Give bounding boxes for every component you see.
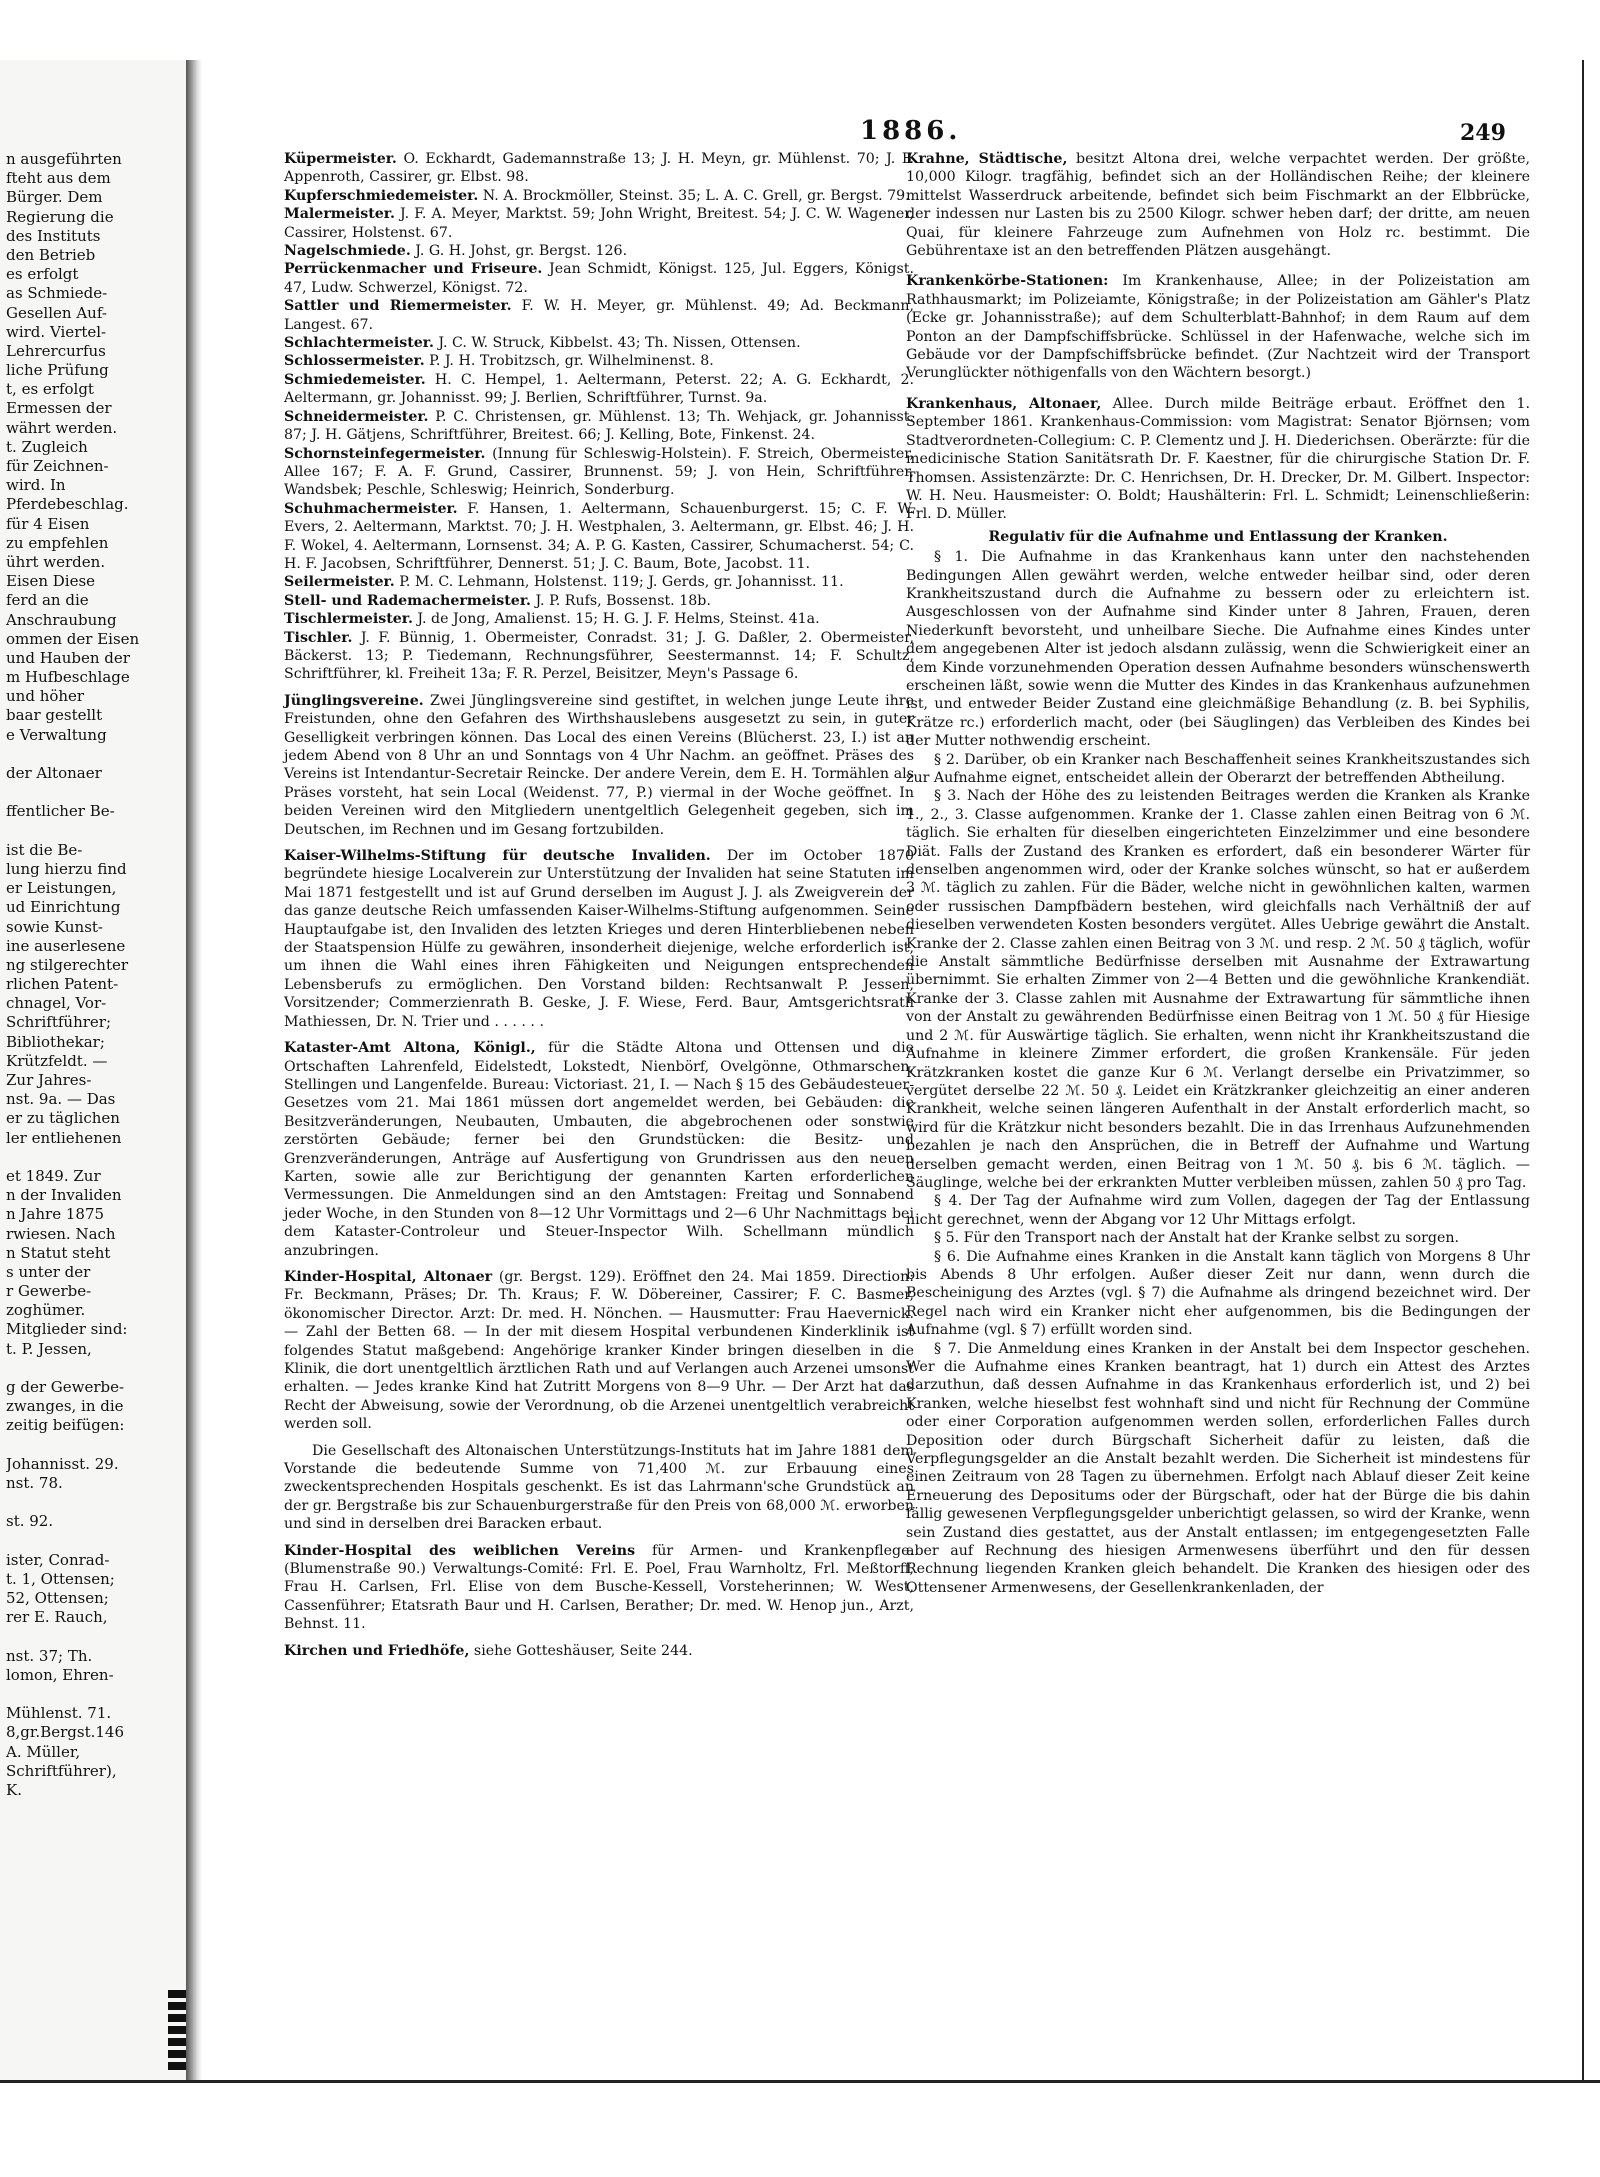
directory-entry — [284, 1268, 914, 1434]
left-fragment-line: t, es erfolgt — [6, 380, 94, 399]
right-page-edge — [1582, 60, 1584, 2080]
directory-entry — [284, 260, 914, 297]
entry-heading: Perrückenmacher und Friseure. — [284, 261, 543, 278]
left-fragment-line — [6, 1436, 186, 1455]
left-fragment-line: und Hauben der — [6, 648, 130, 667]
left-fragment-line: Lehrercurfus — [6, 341, 106, 360]
left-fragment-line: t. Zugleich — [6, 437, 88, 456]
directory-entry — [284, 334, 914, 352]
left-fragment-line: liche Prüfung — [6, 361, 109, 380]
left-fragment-line: Anschraubung — [6, 610, 117, 629]
gutter-shadow — [186, 60, 202, 2080]
directory-entry — [284, 297, 914, 334]
left-fragment-line: s unter der — [6, 1262, 91, 1281]
left-fragment-line: des Instituts — [6, 226, 101, 245]
left-fragment-line: g der Gewerbe- — [6, 1378, 125, 1396]
entry-heading: Schlachtermeister. — [284, 335, 434, 352]
entry-body: J. C. W. Struck, Kibbelst. 43; Th. Nissen, Ottensen. — [438, 335, 801, 352]
regulativ-paragraph: § 4. Der Tag der Aufnahme wird zum Vollen, dagegen der Tag der Entlassung nicht gerechnet, wenn der Abgang vor 12 Uhr Mittags erfolgt. — [906, 1193, 1530, 1228]
entry-body: J. P. Rufs, Bossenst. 18b. — [535, 592, 711, 609]
entry-body: J. F. A. Meyer, Marktst. 59; John Wright, Breitest. 54; J. C. W. Wagener, Cassirer, Holstenst. 67. — [284, 206, 915, 241]
entry-body: (Innung für Schleswig-Holstein). F. Streich, Obermeister, Allee 167; F. A. F. Grund, Cassirer, Brunnenst. 59; J. von Hein, Schriftführer, Wandsbek; Peschle, Schleswig; Heinrich, Sonderburg. — [284, 445, 914, 499]
entry-heading: Kaiser-Wilhelms-Stiftung für deutsche Invaliden. — [284, 848, 711, 865]
entry-body: (gr. Bergst. 129). Eröffnet den 24. Mai 1859. Direction: Fr. Beckmann, Präses; Dr. Th. Kraus; F. W. Döbereiner, Cassirer; F. C. Basmer, ökonomischer Director. Arzt: Dr. med. H. Nönchen. — Hausmutter: Frau Haevernick. — Zahl der Betten 68. — In der mit diesem Hospital verbundenen Kinderklinik ist folgendes Statut maßgebend: Angehörige kranker Kinder bringen dieselben in die Klinik, die dort unentgeltlich ärztlichen Rath und auf Verlangen auch Arzenei umsonst erhalten. — Jedes kranke Kind hat Zutritt Morgens von 8—9 Uhr. — Der Arzt hat das Recht der Abweisung, sowie der Verordnung, ob die Arzenei unentgeltlich verabreicht werden soll. — [284, 1268, 914, 1433]
left-fragment-line: n Statut steht — [6, 1243, 111, 1262]
left-fragment-line: er Leistungen, — [6, 879, 117, 898]
left-fragment-line: ferd an die — [6, 591, 89, 610]
entry-body: Zwei Jünglingsvereine sind gestiftet, in welchen junge Leute ihre Freistunden, ohne den Gefahren des Wirthshauslebens ausgesetzt zu sein, in guter Geselligkeit verbringen können. Das Local des einen Vereins (Blücherst. 23, I.) ist an jedem Abend von 8 Uhr an und Sonntags von 4 Uhr Nachm. an geöffnet. Präses des Vereins ist Intendantur-Secretair Reincke. Der andere Verein, dem E. H. Tormählen als Präses vorsteht, hat sein Local (Weidenst. 77, P.) viermal in der Woche geöffnet. In beiden Vereinen wird den Mitgliedern unentgeltlich Gelegenheit gegeben, sich im Deutschen, im Rechnen und im Gesang fortzubilden. — [284, 692, 914, 838]
left-fragment-line: Gesellen Auf- — [6, 303, 107, 322]
left-fragment-line — [6, 1532, 186, 1551]
left-fragment-line: wird. In — [6, 476, 66, 495]
page-year: 1886. — [860, 116, 962, 146]
left-fragment-line: n der Invaliden — [6, 1186, 122, 1205]
left-fragment-line: baar gestellt — [6, 706, 103, 725]
directory-entry — [284, 371, 914, 408]
entry-body: F. Hansen, 1. Aeltermann, Schauenburgerst. 15; C. F. W. Evers, 2. Aeltermann, Marktst. 70; J. H. Westphalen, 3. Aeltermann, gr. Elbst. 46; J. H. F. Wokel, 4. Aeltermann, Lornsenst. 34; A. P. G. Kasten, Cassirer, Schumacherst. 54; C. H. F. Jacobsen, Schriftführer, Dennerst. 51; J. C. Baum, Bote, Jacobst. 11. — [284, 500, 914, 572]
left-fragment-line: ister, Conrad- — [6, 1550, 110, 1569]
entry-krankenkoerbe — [906, 272, 1530, 382]
directory-entry — [284, 573, 914, 591]
entry-krahne — [906, 150, 1530, 260]
entry-body: Der im October 1870 begründete hiesige Localverein zur Unterstützung der Invaliden hat seine Statuten im Mai 1871 festgestellt und ist auf Grund derselben im August J. J. als Zweigverein der das ganze deutsche Reich umfassenden Kaiser-Wilhelms-Stiftung aufgenommen. Seine Hauptaufgabe ist, den Invaliden des letzten Krieges und deren Hinterbliebenen neben der Staatspension Hülfe zu gewähren, insonderheit diejenige, welche erforderlich ist, um ihnen die Wahl eines ihren Fähigkeiten und Neigungen entsprechenden Lebensberufs zu ermöglichen. Den Vorstand bilden: Rechtsanwalt P. Jessen, Vorsitzender; Commerzienrath B. Geske, J. F. Wiese, Ferd. Baur, Amtsgerichtsrath Mathiessen, Dr. N. Trier und . . . . . . — [284, 848, 915, 1030]
left-fragment-line: ührt werden. — [6, 552, 106, 571]
left-fragment-line: er zu täglichen — [6, 1109, 120, 1128]
left-fragment-line: K. — [6, 1780, 22, 1799]
left-fragment-line: Schriftführer; — [6, 1013, 112, 1032]
left-fragment-line: ommen der Eisen — [6, 629, 140, 648]
regulativ-paragraphs — [906, 548, 1530, 1597]
entry-heading: Schneidermeister. — [284, 408, 429, 425]
left-fragment-line: ler entliehenen — [6, 1128, 122, 1147]
left-fragment-line: as Schmiede- — [6, 284, 108, 303]
entry-heading: Seilermeister. — [284, 574, 395, 591]
entry-body: H. C. Hempel, 1. Aeltermann, Peterst. 22; A. G. Eckhardt, 2. Aeltermann, gr. Johannisst. 99; J. Berlien, Schriftführer, Turnst. 9a. — [284, 371, 914, 407]
entry-heading: Krahne, Städtische, — [906, 151, 1068, 167]
entry-heading: Kirchen und Friedhöfe, — [284, 1642, 470, 1659]
left-page-text-fragments — [6, 150, 186, 1800]
left-fragment-line: Mühlenst. 71. — [6, 1704, 112, 1723]
left-fragment-line: fteht aus dem — [6, 169, 111, 188]
left-fragment-line: Ermessen der — [6, 399, 112, 418]
left-fragment-line — [6, 1627, 186, 1646]
left-fragment-line: sowie Kunst- — [6, 917, 104, 936]
entry-heading: Kataster-Amt Altona, Königl., — [284, 1040, 536, 1057]
left-fragment-line: und höher — [6, 687, 85, 706]
directory-entry — [284, 847, 914, 1031]
entry-body: besitzt Altona drei, welche verpachtet werden. Der größte, 10,000 Kilogr. tragfähig, befindet sich an der Holländischen Reihe; der kleinere mittelst Wasserdruck arbeitende, befindet sich beim Fischmarkt an der Elbbrücke, der indessen nur Lasten bis zu 2500 Kilogr. schwer heben darf; der dritte, am neuen Quai, für kleinere Fahrzeuge zum Aufnehmen von Holz rc. bestimmt. Die Gebührentaxe ist an den betreffenden Plätzen ausgehängt. — [906, 151, 1530, 260]
entry-body: J. F. Bünnig, 1. Obermeister, Conradst. 31; J. G. Daßler, 2. Obermeister, Bäckerst. 13; P. Tiedemann, Rechnungsführer, Seestermannst. 14; F. Schultz, Schriftführer, kl. Freiheit 13a; F. R. Perzel, Beisitzer, Meyn's Passage 6. — [284, 629, 915, 683]
left-fragment-line: A. Müller, — [6, 1742, 81, 1761]
entry-heading: Tischlermeister. — [284, 611, 413, 628]
regulativ-paragraph: § 2. Darüber, ob ein Kranker nach Beschaffenheit seines Krankheitszustandes sich zur Aufnahme eignet, entscheidet allein der Oberarzt der betreffenden Abtheilung. — [906, 751, 1530, 786]
regulativ-paragraph: § 3. Nach der Höhe des zu leistenden Beitrages werden die Kranken als Kranke 1., 2., 3. Classe aufgenommen. Kranke der 1. Classe zahlen einen Beitrag von 6 ℳ. täglich. Sie erhalten für dieselben eingerichteten Einzelzimmer und eine besondere Diät. Falls der Zustand des Kranken es erfordert, daß ein besonderer Wärter für denselben angenommen wird, oder der Kranke solches wünscht, so hat er außerdem 3 ℳ. täglich zu zahlen. Für die Bäder, welche nicht in gewöhnlichen kalten, warmen oder russischen Dampfbädern bestehen, wird gleichfalls nach Verhältniß der auf dieselben verwendeten Kosten besonders vergütet. Alles Uebrige gewährt die Anstalt. Kranke der 2. Classe zahlen einen Beitrag von 3 ℳ. und resp. 2 ℳ. 50 ₰ täglich, wofür die Anstalt sämmtliche Bedürfnisse derselben mit Ausnahme der Extrawartung übernimmt. Sie erhalten Zimmer von 2—4 Betten und die gewöhnliche Krankendiät. Kranke der 3. Classe zahlen mit Ausnahme der Extrawartung für sämmtliche ihnen von der Anstalt zu gewährenden Bedürfnisse einen Beitrag von 1 ℳ. 50 ₰ für Hiesige und 2 ℳ. für Auswärtige täglich. Sie erhalten, wenn nicht ihr Krankheitszustand die Aufnahme in kleinere Zimmer erfordert, die großen Krankensäle. Für jeden Krätzkranken kostet die ganze Kur 6 ℳ. Verlangt derselbe ein Privatzimmer, so vergütet derselbe 22 ℳ. 50 ₰. Leidet ein Krätzkranker gleichzeitig an einer anderen Krankheit, welche seinen längeren Aufenthalt in der Anstalt erforderlich macht, so wird für die Krätzkur nicht besonders bezahlt. Die in das Irrenhaus Aufzunehmenden bezahlen je nach den Ansprüchen, die in Betreff der Aufnahme und Wartung derselben gemacht werden, einen Beitrag von 1 ℳ. 50 ₰. bis 6 ℳ. täglich. — Säuglinge, welche bei der erkrankten Mutter verbleiben müssen, zahlen 50 ₰ pro Tag. — [906, 788, 1530, 1191]
entry-heading: Schuhmachermeister. — [284, 500, 458, 517]
left-fragment-line: r Gewerbe- — [6, 1282, 92, 1301]
entry-krankenhaus — [906, 395, 1530, 524]
directory-entry — [284, 500, 914, 574]
entry-body: P. J. H. Trobitzsch, gr. Wilhelminenst. 8. — [429, 353, 714, 370]
directory-entry — [284, 610, 914, 628]
entry-heading: Kinder-Hospital, Altonaer — [284, 1268, 493, 1285]
left-fragment-line: Schriftführer), — [6, 1761, 117, 1780]
directory-entry — [284, 1642, 914, 1660]
entry-heading: Malermeister. — [284, 206, 395, 223]
left-fragment-line: der Altonaer — [6, 764, 102, 782]
left-fragment-line — [6, 745, 186, 764]
left-fragment-line: 52, Ottensen; — [6, 1589, 109, 1608]
left-fragment-line: den Betrieb — [6, 245, 96, 264]
regulativ-paragraph: § 6. Die Aufnahme eines Kranken in die Anstalt kann täglich von Morgens 8 Uhr bis Abends 8 Uhr erfolgen. Außer dieser Zeit nur dann, wenn durch die Bescheinigung des Arztes (vgl. § 7) die Aufnahme als dringend bezeichnet wird. Der Regel nach wird ein Kranker nicht eher aufgenommen, bis die Bedingungen der Aufnahme (vgl. § 7) erfüllt worden sind. — [906, 1248, 1530, 1339]
directory-entry — [284, 150, 914, 187]
entry-heading: Schlossermeister. — [284, 353, 425, 370]
entry-body: P. C. Christensen, gr. Mühlenst. 13; Th. Wehjack, gr. Johannisst. 87; J. H. Gätjens, Schriftführer, Breitest. 66; J. Kelling, Bote, Finkenst. 24. — [284, 408, 914, 444]
directory-entry — [284, 352, 914, 370]
left-fragment-line — [6, 1148, 186, 1167]
entry-heading: Krankenhaus, Altonaer, — [906, 395, 1102, 412]
directory-entry — [284, 1442, 914, 1534]
entry-heading: Krankenkörbe-Stationen: — [906, 273, 1109, 290]
entry-body: Jean Schmidt, Königst. 125, Jul. Eggers, Königst. 47, Ludw. Schwerzel, Königst. 72. — [284, 261, 915, 296]
entry-body: für die Städte Altona und Ottensen und die Ortschaften Lahrenfeld, Eidelstedt, Lokstedt, Nienbörf, Ovelgönne, Othmarschen, Stellingen und Langenfelde. Bureau: Victoriast. 21, I. — Nach § 15 des Gebäudesteuer-Gesetzes vom 21. Mai 1861 müssen dort angemeldet werden, bei Gebäuden: die Besitzveränderungen, Neubauten, Umbauten, die abgebrochenen oder sonstwie zerstörten Gebäude; ferner bei den Grundstücken: die Besitz- und Grenzveränderungen, Anträge auf Ausfertigung von Grundrissen aus den neuen Karten, sowie alle zur Berichtigung der genannten Karten erforderlichen Vermessungen. Die Anmeldungen sind an den Amtstagen: Freitag und Sonnabend jeder Woche, in den Stunden von 8—12 Uhr Vormittags und 2—6 Uhr Nachmittags bei dem Kataster-Controleur und Steuer-Inspector Wilh. Schellmann mündlich anzubringen. — [284, 1040, 915, 1259]
entry-heading: Stell- und Rademachermeister. — [284, 592, 531, 609]
left-fragment-line: für 4 Eisen — [6, 514, 90, 533]
page-number: 249 — [1460, 120, 1506, 146]
entry-body: J. G. H. Johst, gr. Bergst. 126. — [415, 243, 628, 260]
directory-entry — [284, 242, 914, 260]
entry-body: für Armen- und Krankenpflege. (Blumenstraße 90.) Verwaltungs-Comité: Frl. E. Poel, Frau Warnholtz, Frl. Meßtorff, Frau H. Carlsen, Frl. Elise von dem Busche-Kessell, Vorsteherinnen; W. West, Cassenführer; Etatsrath Baur und H. Carlsen, Berather; Dr. med. W. Henop jun., Arzt, Behnst. 11. — [284, 1542, 914, 1633]
left-fragment-line: zoghümer. — [6, 1301, 86, 1320]
left-column — [284, 150, 914, 1668]
left-fragment-line: Krützfeldt. — — [6, 1051, 108, 1070]
entry-body: Die Gesellschaft des Altonaischen Unterstützungs-Instituts hat im Jahre 1881 dem Vorstande die bedeutende Summe von 71,400 ℳ. zur Erbauung eines zweckentsprechenden Hospitals geschenkt. Es ist das Lahrmann'sche Grundstück an der gr. Bergstraße bis zur Schauenburgerstraße für den Preis von 68,000 ℳ. erworben und sind in derselben drei Baracken erbaut. — [284, 1442, 914, 1533]
entry-heading: Schmiedemeister. — [284, 371, 426, 388]
left-fragment-line: t. P. Jessen, — [6, 1339, 92, 1358]
left-fragment-line: et 1849. Zur — [6, 1166, 101, 1185]
entry-heading: Schornsteinfegermeister. — [284, 445, 486, 462]
left-fragment-line — [6, 1359, 186, 1378]
left-fragment-line: nst. 37; Th. — [6, 1646, 93, 1665]
entry-body: J. de Jong, Amalienst. 15; H. G. J. F. Helms, Steinst. 41a. — [417, 611, 820, 628]
left-fragment-line: Johannisst. 29. — [6, 1454, 119, 1473]
left-fragment-line: Bibliothekar; — [6, 1032, 105, 1051]
left-fragment-line: lomon, Ehren- — [6, 1665, 114, 1684]
left-fragment-line: ist die Be- — [6, 840, 83, 859]
entry-body: Allee. Durch milde Beiträge erbaut. Eröffnet den 1. September 1861. Krankenhaus-Commission: vom Magistrat: Senator Björnsen; vom Stadtverordneten-Collegium: C. P. Clementz und J. H. Diederichsen. Oberärzte: für die medicinische Station Sanitätsrath Dr. F. Kaestner, für die chirurgische Station Dr. F. Thomsen. Assistenzärzte: Dr. C. Henrichsen, Dr. H. Drecker, Dr. M. Gilbert. Inspector: W. H. Neu. Hausmeister: O. Boldt; Haushälterin: Frl. L. Schmidt; Leinenschließerin: Frl. D. Müller. — [906, 395, 1530, 523]
left-fragment-line: Bürger. Dem — [6, 188, 103, 207]
entry-heading: Jünglingsvereine. — [284, 692, 424, 709]
directory-entry — [284, 187, 914, 205]
regulativ-paragraph: § 5. Für den Transport nach der Anstalt hat der Kranke selbst zu sorgen. — [934, 1230, 1460, 1247]
entry-body: Im Krankenhause, Allee; in der Polizeistation am Rathhausmarkt; im Polizeiamte, Königstraße; in der Polizeistation am Gähler's Platz (Ecke gr. Johannisstraße); auf dem Schulterblatt-Bahnhof; in dem Raum auf dem Ponton an der Dampfschiffsbrücke. Schlüssel in der Hafenwache, welche sich im Gebäude vor der Dampfschiffsbrücke befindet. (Zur Nachtzeit wird der Transport Verunglückter nöthigenfalls von den Wächtern besorgt.) — [906, 273, 1530, 382]
directory-entry — [284, 592, 914, 610]
regulativ-title: Regulativ für die Aufnahme und Entlassung der Kranken. — [988, 528, 1448, 545]
left-fragment-line: nst. 78. — [6, 1473, 63, 1492]
entry-heading: Küpermeister. — [284, 151, 397, 167]
left-fragment-line — [6, 822, 186, 841]
entry-heading: Tischler. — [284, 629, 353, 646]
directory-entry — [284, 445, 914, 500]
left-fragment-line: zwanges, in die — [6, 1397, 124, 1416]
left-fragment-line: für Zeichnen- — [6, 457, 109, 475]
left-fragment-line: ffentlicher Be- — [6, 802, 115, 821]
left-fragment-line — [6, 1685, 186, 1704]
left-fragment-line: Mitglieder sind: — [6, 1320, 128, 1339]
entry-heading: Kinder-Hospital des weiblichen Vereins — [284, 1542, 636, 1559]
left-fragment-line: rer E. Rauch, — [6, 1608, 108, 1627]
left-fragment-line: wird. Viertel- — [6, 322, 107, 341]
entry-body: P. M. C. Lehmann, Holstenst. 119; J. Gerds, gr. Johannisst. 11. — [399, 574, 844, 591]
directory-entry — [284, 1039, 914, 1260]
directory-entry — [284, 629, 914, 684]
left-fragment-line: st. 92. — [6, 1512, 54, 1531]
left-fragment-line: zeitig beifügen: — [6, 1416, 125, 1435]
directory-entry — [284, 408, 914, 445]
left-fragment-line: währt werden. — [6, 418, 118, 437]
left-fragment-line — [6, 783, 186, 802]
left-fragment-line: lung hierzu find — [6, 859, 127, 878]
entry-body: N. A. Brockmöller, Steinst. 35; L. A. C. Grell, gr. Bergst. 79. — [482, 187, 910, 204]
entry-heading: Kupferschmiedemeister. — [284, 187, 479, 204]
regulativ-paragraph: § 7. Die Anmeldung eines Kranken in der Anstalt bei dem Inspector geschehen. Wer die Aufnahme eines Kranken beantragt, hat 1) durch ein Attest des Arztes darzuthun, daß dessen Aufnahme in das Krankenhaus erforderlich ist, und 2) bei Kranken, welche hieselbst fest wohnhaft sind und nicht für Rechnung der Commüne oder einer Corporation aufgenommen werden sollen, erforderlichen Falles durch Deposition oder durch Bürgschaft Sicherheit dafür zu leisten, daß die Verpflegungsgelder an die Anstalt bezahlt werden. Die Sicherheit ist mindestens für einen Zeitraum von 28 Tagen zu übernehmen. Erfolgt nach Ablauf dieser Zeit keine Erneuerung des Depositums oder der Bürgschaft, oder hat der Bürge die bis dahin fällig gewesenen Verpflegungsgelder unberichtigt gelassen, so wird der Kranke, wenn sein Zustand dies gestattet, aus der Anstalt entlassen; im entgegengesetzten Falle aber auf Rechnung des hiesigen Armenwesens überführt und den für dessen Rechnung liegenden Kranken gleich behandelt. Die Kranken des hiesigen oder des Ottensener Armenwesens, der Gesellenkrankenladen, der — [906, 1340, 1530, 1596]
entry-body: O. Eckhardt, Gademannstraße 13; J. H. Meyn, gr. Mühlenst. 70; J. F. Appenroth, Cassirer, gr. Elbst. 98. — [284, 151, 914, 186]
directory-entry — [284, 692, 914, 839]
left-fragment-line: t. 1, Ottensen; — [6, 1569, 115, 1588]
directory-entry — [284, 205, 914, 242]
bottom-page-edge — [0, 2080, 1600, 2083]
entry-heading: Sattler und Riemermeister. — [284, 298, 512, 315]
left-fragment-line: 8,gr.Bergst.146 — [6, 1723, 125, 1742]
left-fragment-line: Zur Jahres- — [6, 1071, 92, 1089]
right-column — [906, 150, 1530, 1597]
left-fragment-line: ine auserlesene — [6, 936, 126, 955]
entry-body: siehe Gotteshäuser, Seite 244. — [473, 1642, 693, 1659]
directory-entry — [284, 1542, 914, 1634]
left-fragment-line: chnagel, Vor- — [6, 994, 107, 1013]
left-fragment-line: ud Einrichtung — [6, 898, 121, 917]
left-fragment-line: rlichen Patent- — [6, 975, 119, 994]
left-fragment-line: ng stilgerechter — [6, 955, 129, 974]
left-fragment-line: e Verwaltung — [6, 725, 107, 744]
left-fragment-line: Eisen Diese — [6, 572, 96, 591]
left-fragment-line: es erfolgt — [6, 265, 79, 284]
left-fragment-line: n Jahre 1875 — [6, 1205, 105, 1224]
entry-heading: Nagelschmiede. — [284, 243, 411, 260]
left-fragment-line: Pferdebeschlag. — [6, 495, 129, 514]
regulativ-paragraph: § 1. Die Aufnahme in das Krankenhaus kann unter den nachstehenden Bedingungen Allen gewährt werden, welche entweder heilbar sind, oder deren Krankheitszustand durch die Aufnahme zu bessern oder zu erleichtern ist. Ausgeschlossen von der Aufnahme sind Kinder unter 8 Jahren, Frauen, deren Niederkunft bevorsteht, und unheilbare Sieche. Die Aufnahme eines Kindes unter dem angegebenen Alter ist jedoch alsdann zulässig, wenn die Schwierigkeit einer an dem Kinde vorzunehmenden Operation dessen Aufnahme besonders wünschenswerth erscheinen läßt, sowie wenn die Mutter des Kindes in das Krankenhaus aufzunehmen ist, und entweder Beider Zustand eine gleichmäßige Behandlung (z. B. bei Syphilis, Krätze rc.) erforderlich macht, oder (bei Säuglingen) das Verbleiben des Kindes bei der Mutter nothwendig erscheint. — [906, 549, 1530, 750]
left-fragment-line: nst. 9a. — Das — [6, 1090, 116, 1109]
left-fragment-line: rwiesen. Nach — [6, 1224, 116, 1243]
left-fragment-line: zu empfehlen — [6, 533, 109, 552]
left-fragment-line — [6, 1493, 186, 1512]
binding-marks — [168, 1990, 186, 2080]
left-fragment-line: n ausgeführten — [6, 150, 122, 168]
left-fragment-line: m Hufbeschlage — [6, 668, 130, 687]
left-fragment-line: Regierung die — [6, 207, 114, 226]
entry-body: F. W. H. Meyer, gr. Mühlenst. 49; Ad. Beckmann, Langest. 67. — [284, 298, 914, 333]
